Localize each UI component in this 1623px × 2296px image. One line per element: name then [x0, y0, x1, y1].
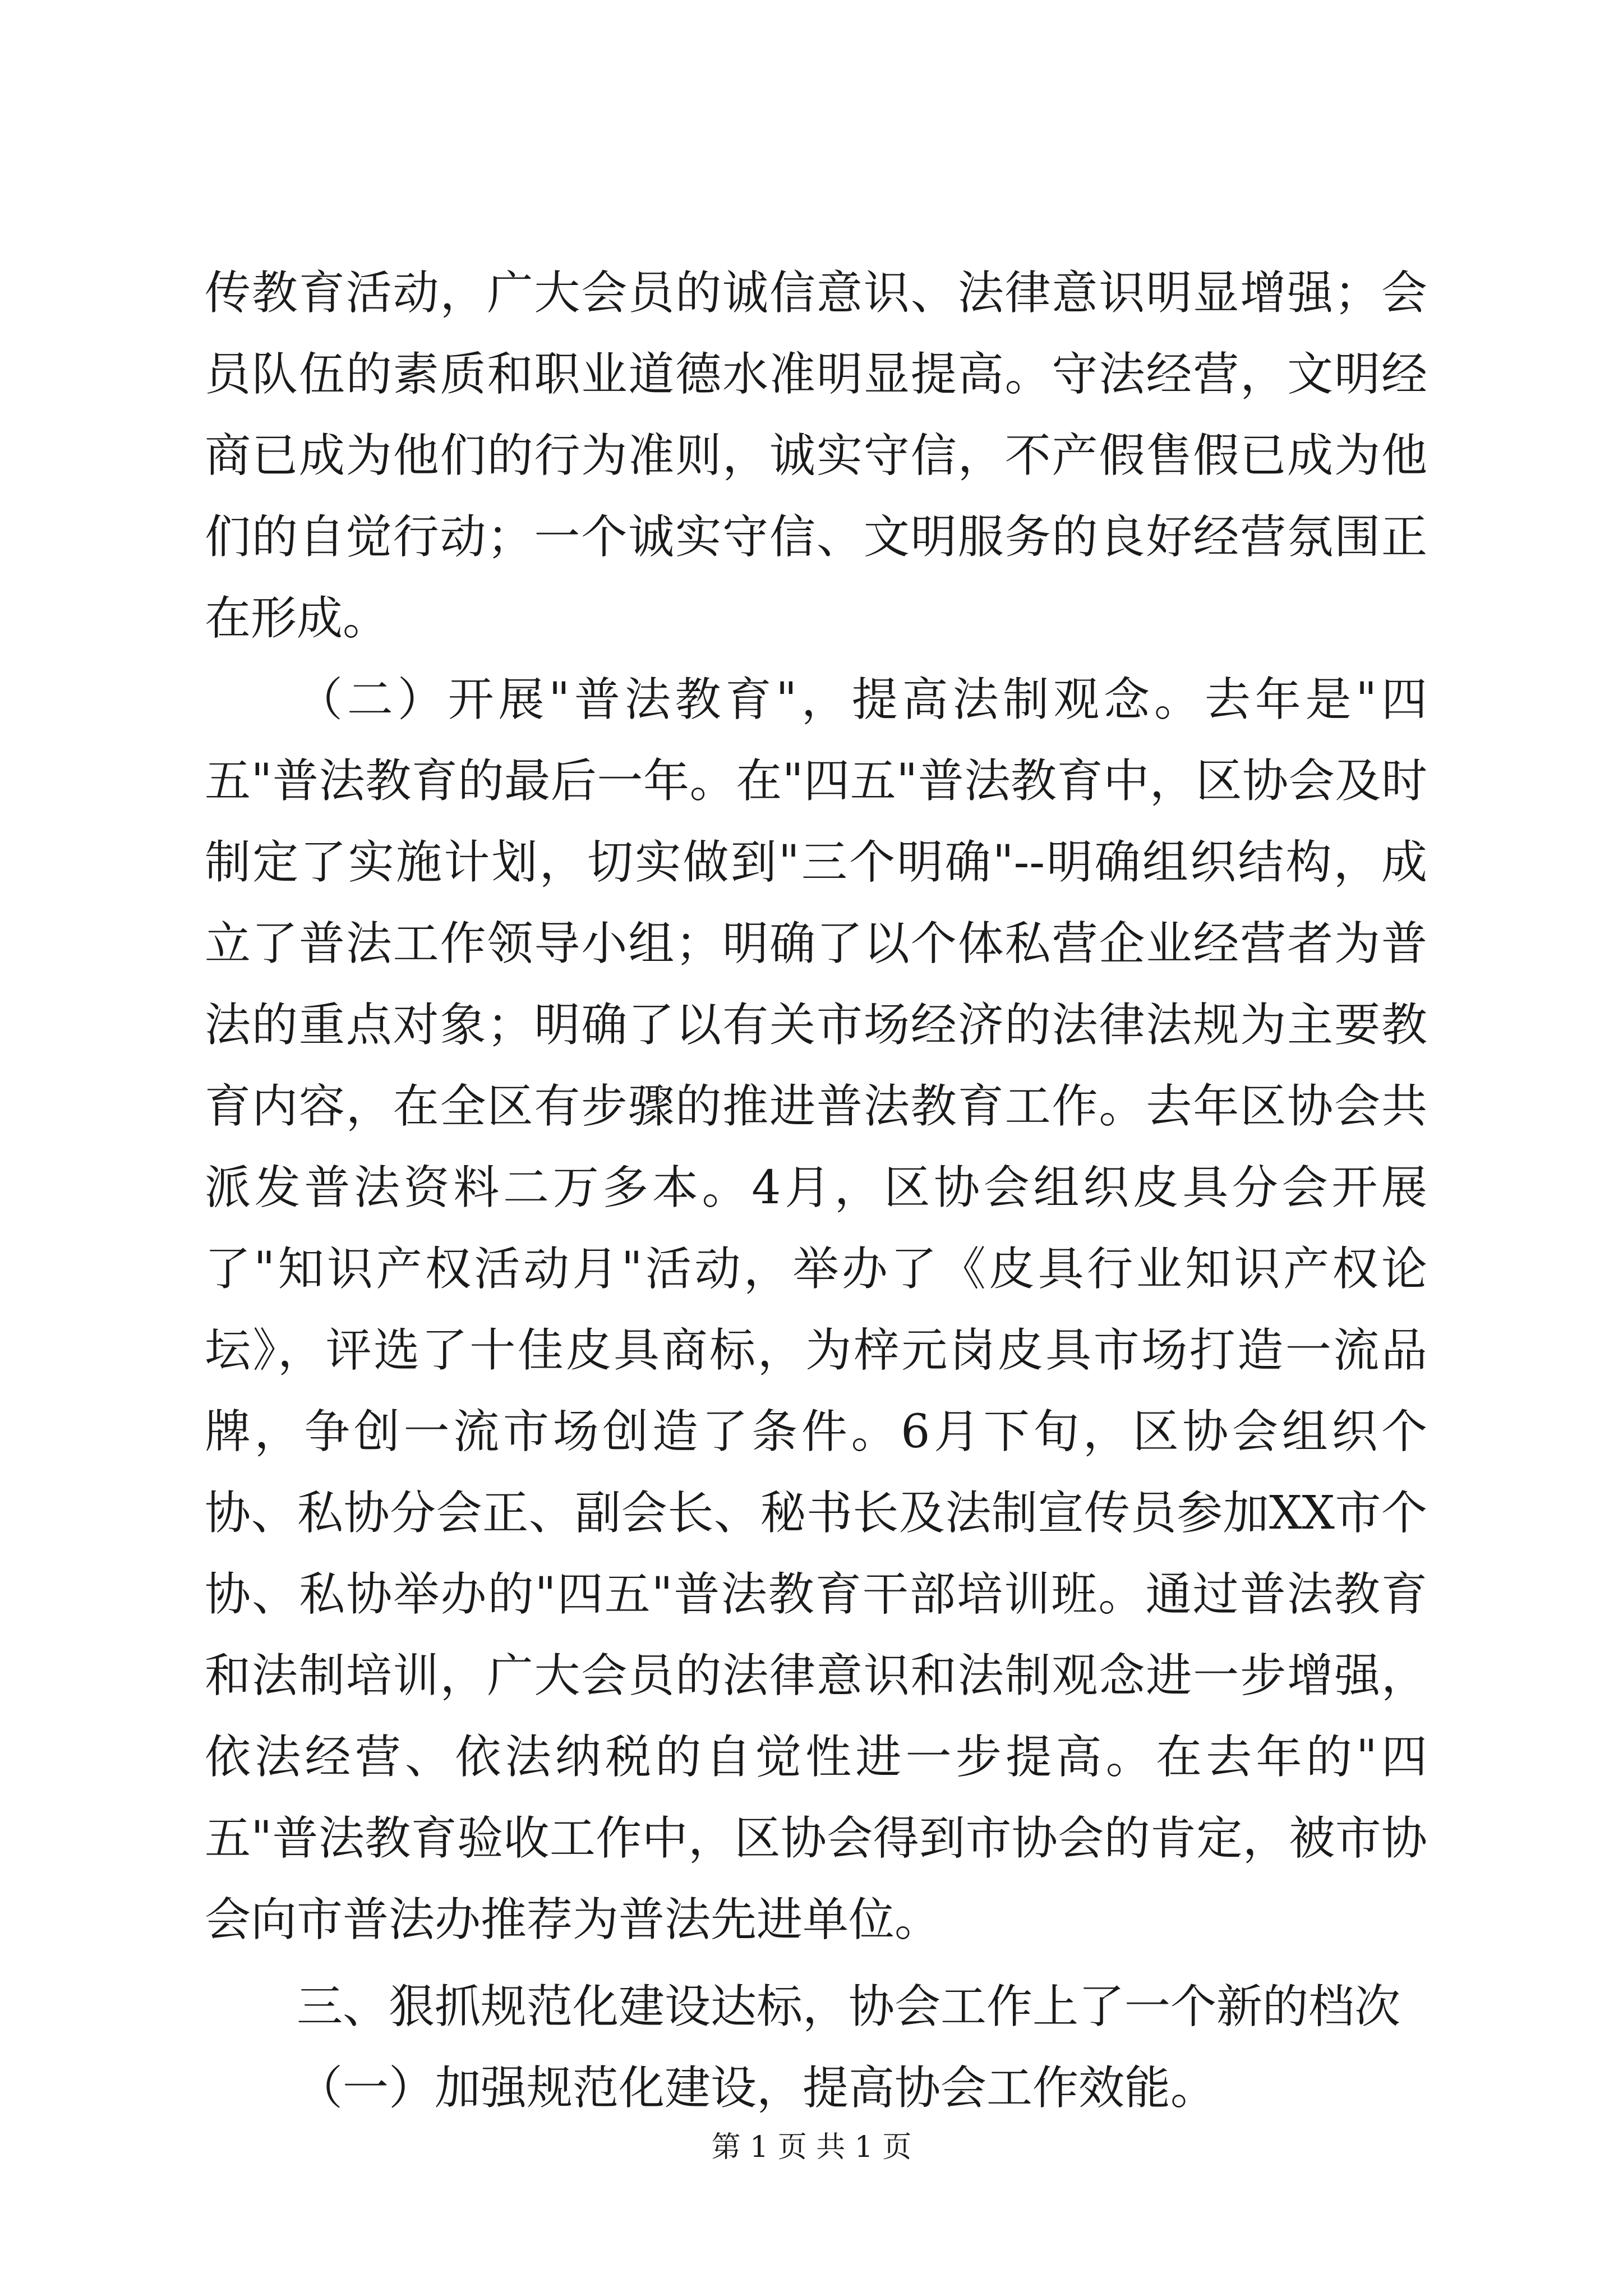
subsection-heading-1: （一）加强规范化建设，提高协会工作效能。 [297, 2062, 1217, 2115]
paragraph-legal-education: （二）开展"普法教育"，提高法制观念。去年是"四五"普法教育的最后一年。在"四五"普法教育中，区协会及时制定了实施计划，切实做到"三个明确"--明确组织结构，成立了普法工作领导小组；明确了以个体私营企业经营者为普法的重点对象；明确了以有关市场经济的法律法规为主要教育内容，在全区有步骤的推进普法教育工作。去年区协会共派发普法资料二万多本。4月，区协会组织皮具分会开展了"知识产权活动月"活动，举办了《皮具行业知识产权论坛》，评选了十佳皮具商标，为梓元岗皮具市场打造一流品牌，争创一流市场创造了条件。6月下旬，区协会组织个协、私协分会正、副会长、秘书长及法制宣传员参加XX市个协、私协举办的"四五"普法教育干部培训班。通过普法教育和法制培训，广大会员的法律意识和法制观念进一步增强，依法经营、依法纳税的自觉性进一步提高。在去年的"四五"普法教育验收工作中，区协会得到市协会的肯定，被市协会向市普法办推荐为普法先进单位。 [205, 673, 1427, 1947]
page-footer: 第 1 页 共 1 页 [711, 2131, 912, 2164]
document-body [205, 252, 1427, 2129]
section-heading-3: 三、狠抓规范化建设达标，协会工作上了一个新的档次 [297, 1980, 1401, 2033]
paragraph-continuation: 传教育活动，广大会员的诚信意识、法律意识明显增强；会员队伍的素质和职业道德水准明显提高。守法经营，文明经商已成为他们的行为准则，诚实守信，不产假售假已成为他们的自觉行动；一个诚实守信、文明服务的良好经营氛围正在形成。 [205, 266, 1427, 645]
